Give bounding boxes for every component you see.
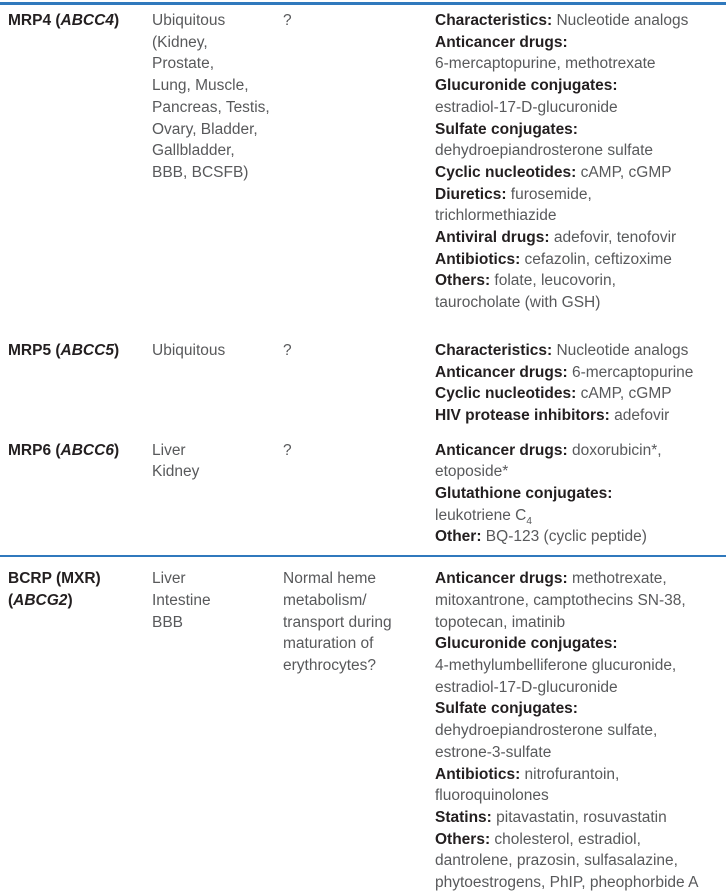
text-line xyxy=(435,405,726,427)
category-label: Cyclic nucleotides: xyxy=(435,385,577,403)
text-line: erythrocytes? xyxy=(283,656,377,674)
text-line: Liver xyxy=(152,570,186,588)
text-line xyxy=(435,720,726,742)
text-line xyxy=(435,10,726,32)
text-segment: adefovir, tenofovir xyxy=(549,229,677,247)
text-line xyxy=(435,461,726,483)
category-label: MRP4 ( xyxy=(8,12,61,29)
tissue-cell xyxy=(152,440,283,483)
text-line xyxy=(435,850,726,872)
text-line xyxy=(435,249,726,271)
text-segment: mitoxantrone, camptothecins SN-38, xyxy=(435,591,686,609)
text-segment: methotrexate, xyxy=(567,570,667,588)
text-line xyxy=(435,97,726,119)
text-line xyxy=(435,742,726,764)
substrates-cell xyxy=(435,340,726,427)
text-line: Ubiquitous xyxy=(152,12,226,29)
category-label: Sulfate conjugates: xyxy=(435,120,578,138)
substrates-cell xyxy=(435,440,726,549)
category-label: Antibiotics: xyxy=(435,765,521,783)
table-row xyxy=(8,440,726,549)
category-label: Diuretics: xyxy=(435,185,507,203)
text-line xyxy=(8,568,152,590)
category-label: Characteristics: xyxy=(435,12,553,29)
text-line xyxy=(435,205,726,227)
category-label: ) xyxy=(113,341,120,359)
text-line: Kidney xyxy=(152,463,200,481)
text-line xyxy=(435,633,726,655)
text-line xyxy=(435,764,726,786)
table-top-rule xyxy=(0,2,726,5)
category-label: Cyclic nucleotides: xyxy=(435,163,577,181)
category-label: BCRP (MXR) xyxy=(8,570,101,588)
category-label: ) xyxy=(67,591,73,609)
transporter-cell xyxy=(8,440,152,462)
text-line xyxy=(435,119,726,141)
text-segment: cAMP, cGMP xyxy=(576,385,672,403)
category-label: Glucuronide conjugates: xyxy=(435,635,618,653)
text-line: ? xyxy=(283,12,292,29)
text-segment: trichlormethiazide xyxy=(435,207,557,225)
function-cell xyxy=(283,10,435,32)
text-segment: estrone-3-sulfate xyxy=(435,743,552,761)
text-line: Ubiquitous xyxy=(152,341,226,359)
text-line xyxy=(435,53,726,75)
text-line: Intestine xyxy=(152,591,211,609)
text-segment: Nucleotide analogs xyxy=(552,12,689,29)
category-label: Anticancer drugs: xyxy=(435,570,568,588)
text-line xyxy=(435,32,726,54)
substrates-cell xyxy=(435,10,726,314)
table-row xyxy=(8,340,726,427)
text-line: ? xyxy=(283,341,292,359)
category-label: MRP5 ( xyxy=(8,341,61,359)
category-label: Sulfate conjugates: xyxy=(435,700,578,718)
text-line xyxy=(435,785,726,807)
category-label: Statins: xyxy=(435,808,492,826)
text-line xyxy=(435,75,726,97)
tissue-cell xyxy=(152,10,283,184)
category-label: ABCG2 xyxy=(13,591,68,609)
text-line xyxy=(435,440,726,462)
text-line xyxy=(435,292,726,314)
category-label: Glutathione conjugates: xyxy=(435,485,613,503)
text-segment: estradiol-17-D-glucuronide xyxy=(435,678,618,696)
text-segment: phytoestrogens, PhIP, pheophorbide A xyxy=(435,874,699,892)
text-line xyxy=(8,340,152,362)
text-line: Normal heme xyxy=(283,570,377,588)
text-segment: dantrolene, prazosin, sulfasalazine, xyxy=(435,852,678,870)
category-label: MRP6 ( xyxy=(8,441,61,459)
transporter-cell xyxy=(8,10,152,32)
table-row xyxy=(8,10,726,314)
category-label: ABCC6 xyxy=(60,441,114,459)
text-line: transport during xyxy=(283,613,392,631)
function-cell xyxy=(283,440,435,462)
category-label: Anticancer drugs: xyxy=(435,441,568,459)
category-label: ) xyxy=(113,441,120,459)
text-line xyxy=(435,270,726,292)
text-line xyxy=(435,677,726,699)
text-segment: pitavastatin, rosuvastatin xyxy=(491,808,667,826)
tissue-cell xyxy=(152,568,283,633)
text-line: Ovary, Bladder, xyxy=(152,120,258,138)
text-line xyxy=(435,590,726,612)
category-label: Anticancer drugs: xyxy=(435,363,568,381)
text-line xyxy=(435,162,726,184)
function-cell xyxy=(283,340,435,362)
category-label: Glucuronide conjugates: xyxy=(435,77,618,95)
subscript-text: 4 xyxy=(526,515,532,527)
text-segment: cAMP, cGMP xyxy=(576,163,672,181)
text-line xyxy=(435,655,726,677)
text-line: Lung, Muscle, xyxy=(152,77,249,95)
tissue-cell xyxy=(152,340,283,362)
text-segment: fluoroquinolones xyxy=(435,787,549,805)
text-segment: cefazolin, ceftizoxime xyxy=(520,250,672,268)
transporter-cell xyxy=(8,340,152,362)
text-segment: taurocholate (with GSH) xyxy=(435,294,601,312)
category-label: ) xyxy=(113,12,120,29)
text-line xyxy=(435,568,726,590)
text-line: BBB xyxy=(152,613,184,631)
category-label: Characteristics: xyxy=(435,341,553,359)
text-line xyxy=(435,872,726,893)
category-label: Other: xyxy=(435,528,482,546)
text-line xyxy=(435,612,726,634)
text-line: maturation of xyxy=(283,635,374,653)
text-segment: doxorubicin*, xyxy=(567,441,662,459)
text-segment: nitrofurantoin, xyxy=(520,765,620,783)
text-segment: BQ-123 (cyclic peptide) xyxy=(481,528,647,546)
text-line xyxy=(435,383,726,405)
text-segment: Nucleotide analogs xyxy=(552,341,689,359)
text-line xyxy=(435,505,726,527)
category-label: ABCC4 xyxy=(60,12,114,29)
text-line xyxy=(435,483,726,505)
text-line xyxy=(435,184,726,206)
text-segment: folate, leucovorin, xyxy=(490,272,616,290)
text-segment: topotecan, imatinib xyxy=(435,613,566,631)
text-segment: etoposide* xyxy=(435,463,509,481)
function-cell xyxy=(283,568,435,677)
text-line: metabolism/ xyxy=(283,591,367,609)
transporter-cell xyxy=(8,568,152,611)
category-label: Others: xyxy=(435,830,491,848)
text-segment: 6-mercaptopurine, methotrexate xyxy=(435,55,656,73)
text-line: Gallbladder, xyxy=(152,142,235,160)
category-label: Anticancer drugs: xyxy=(435,33,568,51)
category-label: Antiviral drugs: xyxy=(435,229,550,247)
text-line xyxy=(435,140,726,162)
text-segment: estradiol-17-D-glucuronide xyxy=(435,98,618,116)
text-line xyxy=(8,10,152,32)
category-label: Antibiotics: xyxy=(435,250,521,268)
text-segment: dehydroepiandrosterone sulfate, xyxy=(435,722,658,740)
category-label: Others: xyxy=(435,272,491,290)
text-line xyxy=(435,526,726,548)
text-line xyxy=(8,590,152,612)
text-line: ? xyxy=(283,441,292,459)
text-line xyxy=(435,227,726,249)
text-line xyxy=(435,362,726,384)
category-label: ABCC5 xyxy=(60,341,114,359)
text-line xyxy=(435,698,726,720)
text-line: (Kidney, xyxy=(152,33,208,51)
text-segment: cholesterol, estradiol, xyxy=(490,830,641,848)
text-segment: dehydroepiandrosterone sulfate xyxy=(435,142,654,160)
text-line xyxy=(435,807,726,829)
text-line xyxy=(435,829,726,851)
text-line xyxy=(8,440,152,462)
text-line: Liver xyxy=(152,441,186,459)
text-segment: 6-mercaptopurine xyxy=(567,363,694,381)
section-divider-rule xyxy=(0,555,726,557)
text-line xyxy=(435,340,726,362)
category-label: ( xyxy=(8,591,14,609)
text-line: BBB, BCSFB) xyxy=(152,163,249,181)
substrates-cell xyxy=(435,568,726,893)
text-segment: furosemide, xyxy=(506,185,592,203)
text-segment: adefovir xyxy=(609,406,670,424)
category-label: HIV protease inhibitors: xyxy=(435,406,610,424)
text-line: Prostate, xyxy=(152,55,215,73)
table-row xyxy=(8,568,726,893)
transporter-table xyxy=(8,10,726,893)
text-segment: 4-methylumbelliferone glucuronide, xyxy=(435,656,677,674)
text-segment: leukotriene C xyxy=(435,506,527,524)
text-line: Pancreas, Testis, xyxy=(152,98,270,116)
